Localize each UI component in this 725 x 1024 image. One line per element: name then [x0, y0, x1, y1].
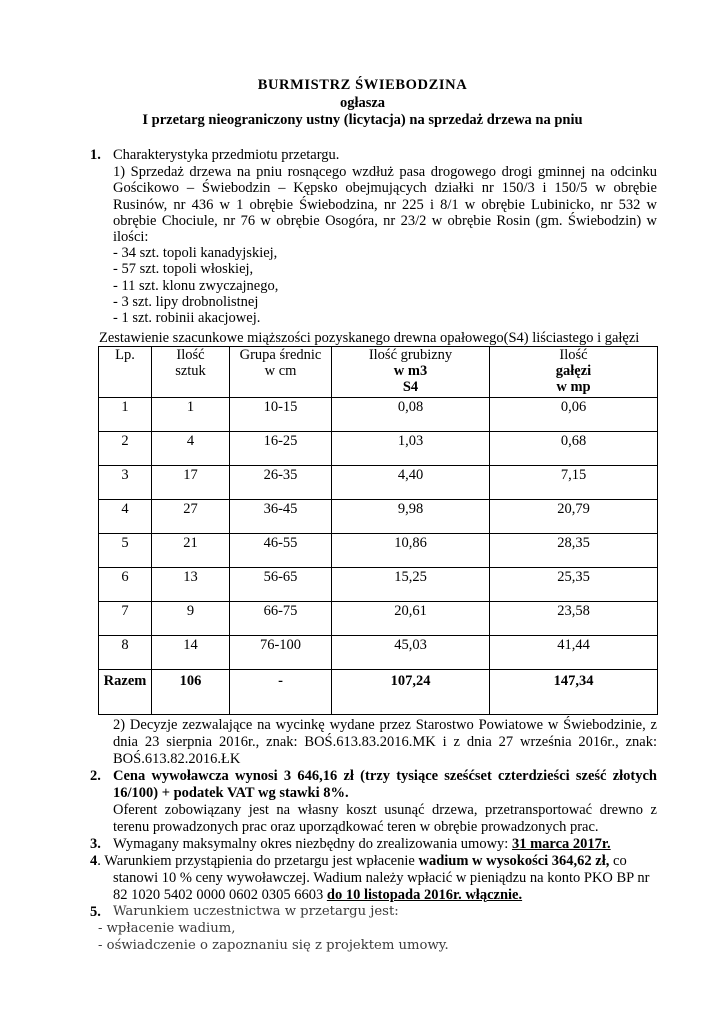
deposit-line-1 — [90, 853, 627, 869]
table-cell: 13 — [152, 568, 230, 602]
section-1-line-3: Rusinów, nr 436 w 1 obrębie Świebodzina, nr 225 i 8/1 w obrębie Lubinicko, nr 532 w — [113, 196, 657, 213]
table-cell: 1,03 — [332, 432, 490, 466]
table-total-cell: 106 — [152, 670, 230, 715]
table-cell: 23,58 — [490, 602, 658, 636]
timber-volume-table — [98, 346, 658, 715]
section-1-line-4: obrębie Chociule, nr 76 w obrębie Osogóra, nr 23/2 w obrębie Rosin (gm. Świebodzin) w — [113, 212, 657, 229]
deposit-deadline: do 10 listopada 2016r. włącznie. — [326, 887, 523, 903]
table-total-cell: - — [230, 670, 332, 715]
table-row — [99, 602, 658, 636]
table-cell: 27 — [152, 500, 230, 534]
table-header-text: Ilość — [559, 347, 588, 363]
table-cell: 17 — [152, 466, 230, 500]
table-cell: 16-25 — [230, 432, 332, 466]
table-cell: 56-65 — [230, 568, 332, 602]
table-row — [99, 432, 658, 466]
deposit-amount: wadium w wysokości 364,62 zł, — [418, 853, 610, 869]
table-header-text: Grupa średnic — [239, 347, 322, 363]
table-header-text: S4 — [402, 379, 419, 395]
table-header-row — [99, 347, 658, 398]
table-cell: 4 — [152, 432, 230, 466]
contract-period — [113, 836, 611, 852]
table-cell: 1 — [152, 398, 230, 432]
table-row — [99, 398, 658, 432]
condition-item-2: - oświadczenie o zapoznaniu się z projektem umowy. — [98, 938, 449, 953]
table-total-cell: Razem — [99, 670, 152, 715]
table-cell: 0,08 — [332, 398, 490, 432]
table-cell: 46-55 — [230, 534, 332, 568]
bidder-obligations-line-2: terenu prowadzonych prac oraz uporządkować teren w obrębie prowadzonych prac. — [113, 819, 599, 835]
table-total-cell: 107,24 — [332, 670, 490, 715]
table-cell: 20,79 — [490, 500, 658, 534]
section-4-number: 4 — [90, 853, 98, 869]
table-total-row — [99, 670, 658, 715]
table-cell: 2 — [99, 432, 152, 466]
deposit-line-2: stanowi 10 % ceny wywoławczej. Wadium należy wpłacić w pieniądzu na konto PKO BP nr — [113, 870, 650, 886]
section-1-line-2: Gościkowo – Świebodzin – Kępsko obejmujących działki nr 150/3 i 150/5 w obrębie — [113, 180, 657, 197]
section-1-last-line: ilości: — [113, 229, 149, 245]
permit-line-2: dnia 23 sierpnia 2016r., znak: BOŚ.613.83.2016.MK i z dnia 27 września 2016r., znak: — [113, 734, 657, 750]
table-header-text: Lp. — [115, 347, 135, 363]
document-heading: I przetarg nieograniczony ustny (licytacja) na sprzedaż drzewa na pniu — [142, 112, 583, 128]
table-row — [99, 500, 658, 534]
table-header-cell — [99, 347, 152, 398]
bank-account-number: 82 1020 5402 0000 0602 0305 6603 — [113, 887, 327, 903]
table-header-text: sztuk — [175, 363, 206, 379]
table-cell: 6 — [99, 568, 152, 602]
table-header-cell — [332, 347, 490, 398]
contract-period-text: Wymagany maksymalny okres niezbędny do zrealizowania umowy: — [113, 836, 512, 852]
table-cell: 21 — [152, 534, 230, 568]
table-cell: 4,40 — [332, 466, 490, 500]
table-cell: 8 — [99, 636, 152, 670]
table-header-cell — [230, 347, 332, 398]
table-header-text: w m3 — [393, 363, 428, 379]
table-cell: 5 — [99, 534, 152, 568]
table-cell: 10-15 — [230, 398, 332, 432]
table-header-text: Ilość — [176, 347, 205, 363]
section-1-title: Charakterystyka przedmiotu przetargu. — [113, 147, 340, 163]
table-cell: 9 — [152, 602, 230, 636]
table-row — [99, 534, 658, 568]
table-header-text: w mp — [556, 379, 591, 395]
section-2-number: 2. — [90, 768, 101, 784]
tree-species-item: - 34 szt. topoli kanadyjskiej, — [113, 245, 278, 261]
table-cell: 7,15 — [490, 466, 658, 500]
table-header-text: gałęzi — [555, 363, 592, 379]
deposit-text-c: co — [609, 853, 627, 869]
condition-item-1: - wpłacenie wadium, — [98, 921, 236, 936]
table-cell: 25,35 — [490, 568, 658, 602]
table-caption: Zestawienie szacunkowe miąższości pozyskanego drewna opałowego(S4) liściastego i gałęzi — [99, 330, 640, 346]
tree-species-item: - 11 szt. klonu zwyczajnego, — [113, 277, 279, 294]
table-cell: 3 — [99, 466, 152, 500]
table-cell: 15,25 — [332, 568, 490, 602]
section-3-number: 3. — [90, 836, 101, 852]
table-cell: 0,68 — [490, 432, 658, 466]
section-5-number: 5. — [90, 904, 101, 920]
starting-price-line-1: Cena wywoławcza wynosi 3 646,16 zł (trzy tysiące sześćset czterdzieści sześć złotych — [113, 768, 657, 784]
table-row — [99, 568, 658, 602]
tree-species-item: - 1 szt. robinii akacjowej. — [113, 310, 261, 327]
table-total-cell: 147,34 — [490, 670, 658, 715]
table-cell: 66-75 — [230, 602, 332, 636]
bidder-obligations-line-1: Oferent zobowiązany jest na własny koszt usunąć drzewa, przetransportować drewno z — [113, 802, 657, 818]
section-5-title: Warunkiem uczestnictwa w przetargu jest: — [113, 904, 399, 919]
table-cell: 0,06 — [490, 398, 658, 432]
table-cell: 41,44 — [490, 636, 658, 670]
table-row — [99, 636, 658, 670]
permit-decisions-last-line: BOŚ.613.82.2016.ŁK — [113, 751, 241, 767]
table-cell: 14 — [152, 636, 230, 670]
table-cell: 7 — [99, 602, 152, 636]
table-cell: 28,35 — [490, 534, 658, 568]
table-cell: 36-45 — [230, 500, 332, 534]
permit-line-1: 2) Decyzje zezwalające na wycinkę wydane przez Starostwo Powiatowe w Świebodzinie, z — [113, 717, 657, 733]
table-cell: 20,61 — [332, 602, 490, 636]
table-cell: 26-35 — [230, 466, 332, 500]
table-cell: 4 — [99, 500, 152, 534]
starting-price-line-2: 16/100) + podatek VAT wg stawki 8%. — [113, 785, 349, 801]
table-row — [99, 466, 658, 500]
section-1-line-1: 1) Sprzedaż drzewa na pniu rosnącego wzdłuż pasa drogowego drogi gminnej na odcinku — [113, 164, 657, 180]
contract-period-date: 31 marca 2017r. — [511, 836, 611, 852]
table-header-cell — [152, 347, 230, 398]
document-subtitle: ogłasza — [339, 95, 386, 111]
table-header-text: Ilość grubizny — [368, 347, 453, 363]
tree-species-item: - 3 szt. lipy drobnolistnej — [113, 293, 259, 310]
table-cell: 1 — [99, 398, 152, 432]
section-1-number: 1. — [90, 147, 101, 163]
table-cell: 45,03 — [332, 636, 490, 670]
table-cell: 9,98 — [332, 500, 490, 534]
deposit-text-a: . Warunkiem przystąpienia do przetargu jest wpłacenie — [97, 853, 419, 869]
table-cell: 10,86 — [332, 534, 490, 568]
deposit-line-3 — [113, 887, 522, 903]
tree-species-item: - 57 szt. topoli włoskiej, — [113, 261, 254, 278]
table-header-cell — [490, 347, 658, 398]
document-title: BURMISTRZ ŚWIEBODZINA — [257, 77, 468, 93]
table-cell: 76-100 — [230, 636, 332, 670]
table-header-text: w cm — [264, 363, 297, 379]
